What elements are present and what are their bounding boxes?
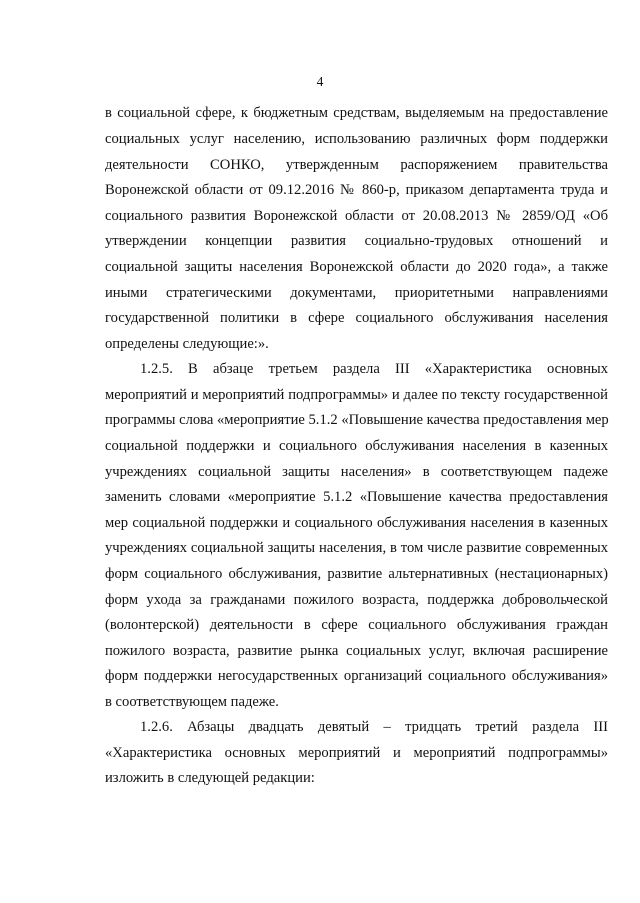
text-line: заменить словами «мероприятие 5.1.2 «Повышение качества предоставления [105,489,608,505]
paragraph-first-line: 1.2.5. В абзаце третьем раздела III «Характеристика основных [140,361,608,377]
text-line: социальных услуг населению, использованию различных форм поддержки [105,131,608,147]
text-line: «Характеристика основных мероприятий и мероприятий подпрограммы» [105,745,608,761]
text-line: в соответствующем падеже. [105,694,279,710]
text-line: мер социальной поддержки и социального обслуживания населения в казенных [105,515,608,531]
text-line: (волонтерской) деятельности в сфере социального обслуживания граждан [105,617,608,633]
text-line: изложить в следующей редакции: [105,770,315,786]
text-line: форм ухода за гражданами пожилого возраста, поддержка добровольческой [105,592,608,608]
text-line: социальной защиты населения Воронежской области до 2020 года», а также [105,259,608,275]
text-line: пожилого возраста, развитие рынка социальных услуг, включая расширение [105,643,608,659]
text-line: в социальной сфере, к бюджетным средствам, выделяемым на предоставление [105,105,608,121]
page-number: 4 [316,74,324,89]
paragraph-first-line: 1.2.6. Абзацы двадцать девятый – тридцать третий раздела III [140,719,608,735]
text-line: учреждениях социальной защиты населения, в том числе развитие современных [105,540,608,556]
text-line: форм социального обслуживания, развитие альтернативных (нестационарных) [105,566,608,582]
text-line: мероприятий и мероприятий подпрограммы» и далее по тексту государственной [105,387,608,403]
text-line: утверждении концепции развития социально-трудовых отношений и [105,233,608,249]
text-line: социальной поддержки и социального обслуживания населения в казенных [105,438,608,454]
text-line: государственной политики в сфере социального обслуживания населения [105,310,608,326]
text-line: форм поддержки негосударственных организаций социального обслуживания» [105,668,608,684]
text-line: деятельности СОНКО, утвержденным распоряжением правительства [105,157,608,173]
text-line: иными стратегическими документами, приоритетными направлениями [105,285,608,301]
text-line: Воронежской области от 09.12.2016 № 860-р, приказом департамента труда и [105,182,608,198]
text-line: социального развития Воронежской области от 20.08.2013 № 2859/ОД «Об [105,208,608,224]
text-line: учреждениях социальной защиты населения» в соответствующем падеже [105,464,608,480]
text-line: программы слова «мероприятие 5.1.2 «Повышение качества предоставления мер [105,412,609,428]
text-line: определены следующие:». [105,336,269,352]
